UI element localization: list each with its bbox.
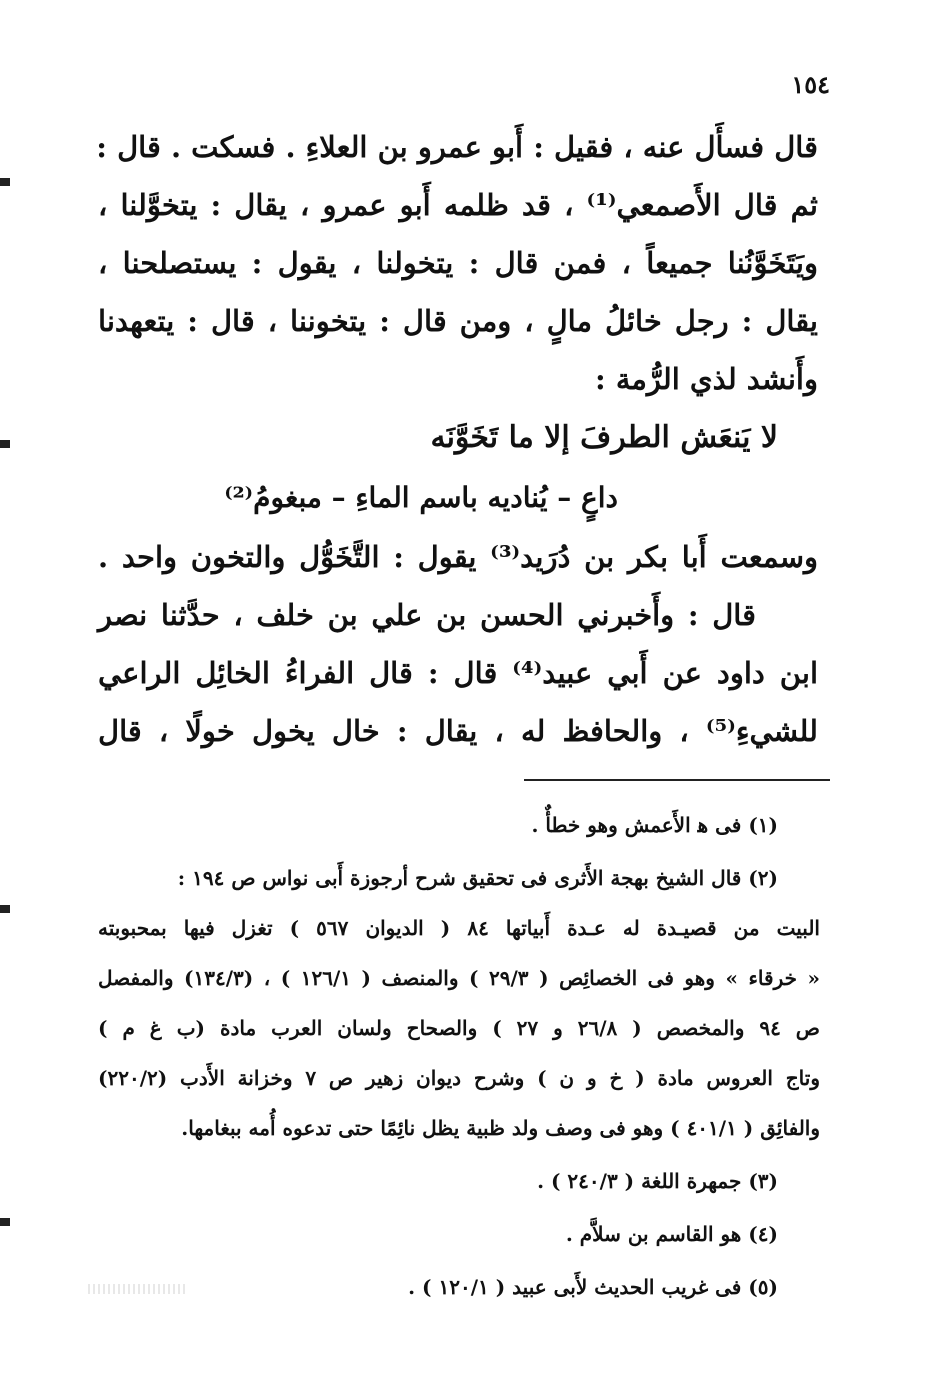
footnote-2-line: وتاج العروس مادة ( خ و ن ) وشرح ديوان زهير ص ٧ وخزانة الأَدب (٢٢٠/٢) — [98, 1066, 820, 1090]
footnote-2-line: ص ٩٤ والمخصص ( ٢٦/٨ و ٢٧ ) والصحاح ولسان العرب مادة (ب غ م ) — [98, 1016, 820, 1040]
text-line: للشيءِ⁽⁵⁾ ، والحافظ له ، يقال : خال يخول خولًا ، قال — [98, 714, 818, 748]
text-line: ويَتَخَوَّنُنا جميعاً ، فمن قال : يتخولنا ، يقول : يستصلحنا ، — [98, 246, 818, 280]
page-number: ١٥٤ — [791, 70, 830, 99]
main-text — [98, 118, 818, 760]
text-line: قال فسأَل عنه ، فقيل : أَبو عمرو بن العلاءِ . فسكت . قال : — [96, 130, 818, 164]
footnote-5: (٥) فى غريب الحديث لأَبى عبيد ( ١٢٠/١ ) . — [408, 1275, 778, 1299]
text-line: يقال : رجل خائلُ مالٍ ، ومن قال : يتخوننا ، قال : يتعهدنا — [98, 304, 818, 338]
footnote-2-line: والفائِق ( ٤٠١/١ ) وهو فى وصف ولد ظبية يظل نائِمًا حتى تدعوه أُمه ببغامها. — [181, 1116, 820, 1140]
verse-hemistich-first: لا يَنعَش الطرفَ إلا ما تَخَوَّنَه — [430, 420, 778, 455]
footnote-separator — [524, 779, 830, 781]
footnote-1: (١) فى ﻫ الأَعمش وهو خطأٌ . — [531, 813, 778, 837]
text-line: وسمعت أَبا بكر بن دُرَيد⁽³⁾ يقول : التَّخَوُّل والتخون واحد . — [98, 540, 818, 574]
footnote-2: (٢) قال الشيخ بهجة الأَثرى فى تحقيق شرح أرجوزة أَبى نواس ص ١٩٤ : — [177, 866, 778, 890]
margin-mark — [0, 178, 10, 186]
footnote-4: (٤) هو القاسم بن سلاَّم . — [565, 1222, 778, 1246]
scan-smudge — [88, 1284, 188, 1294]
text-line: وأَنشد لذي الرُّمة : — [595, 362, 818, 396]
verse-hemistich-second: داعٍ – يُناديه باسم الماءِ – مبغومُ⁽²⁾ — [224, 481, 618, 514]
text-line: قال : وأَخبرني الحسن بن علي بن خلف ، حدَّثنا نصر — [98, 598, 756, 632]
text-line: ابن داود عن أَبي عبيد⁽⁴⁾ قال : قال الفراءُ الخائِل الراعي — [98, 656, 819, 690]
footnote-2-line: البيت من قصيـدة له عـدة أَبياتها ٨٤ ( الديوان ٥٦٧ ) تغزل فيها بمحبوبته — [98, 916, 820, 940]
footnote-3: (٣) جمهرة اللغة ( ٢٤٠/٣ ) . — [537, 1169, 778, 1193]
text-line: ثم قال الأَصمعي⁽¹⁾ ، قد ظلمه أَبو عمرو ، يقال : يتخوَّلنا ، — [98, 188, 818, 222]
margin-mark — [0, 1218, 10, 1226]
margin-mark — [0, 440, 10, 448]
footnote-2-line: « خرقاء » وهو فى الخصائِص ( ٢٩/٣ ) والمنصف ( ١٢٦/١ ) ، (١٣٤/٣) والمفصل — [98, 966, 821, 990]
margin-mark — [0, 905, 10, 913]
footnotes — [98, 800, 820, 1312]
